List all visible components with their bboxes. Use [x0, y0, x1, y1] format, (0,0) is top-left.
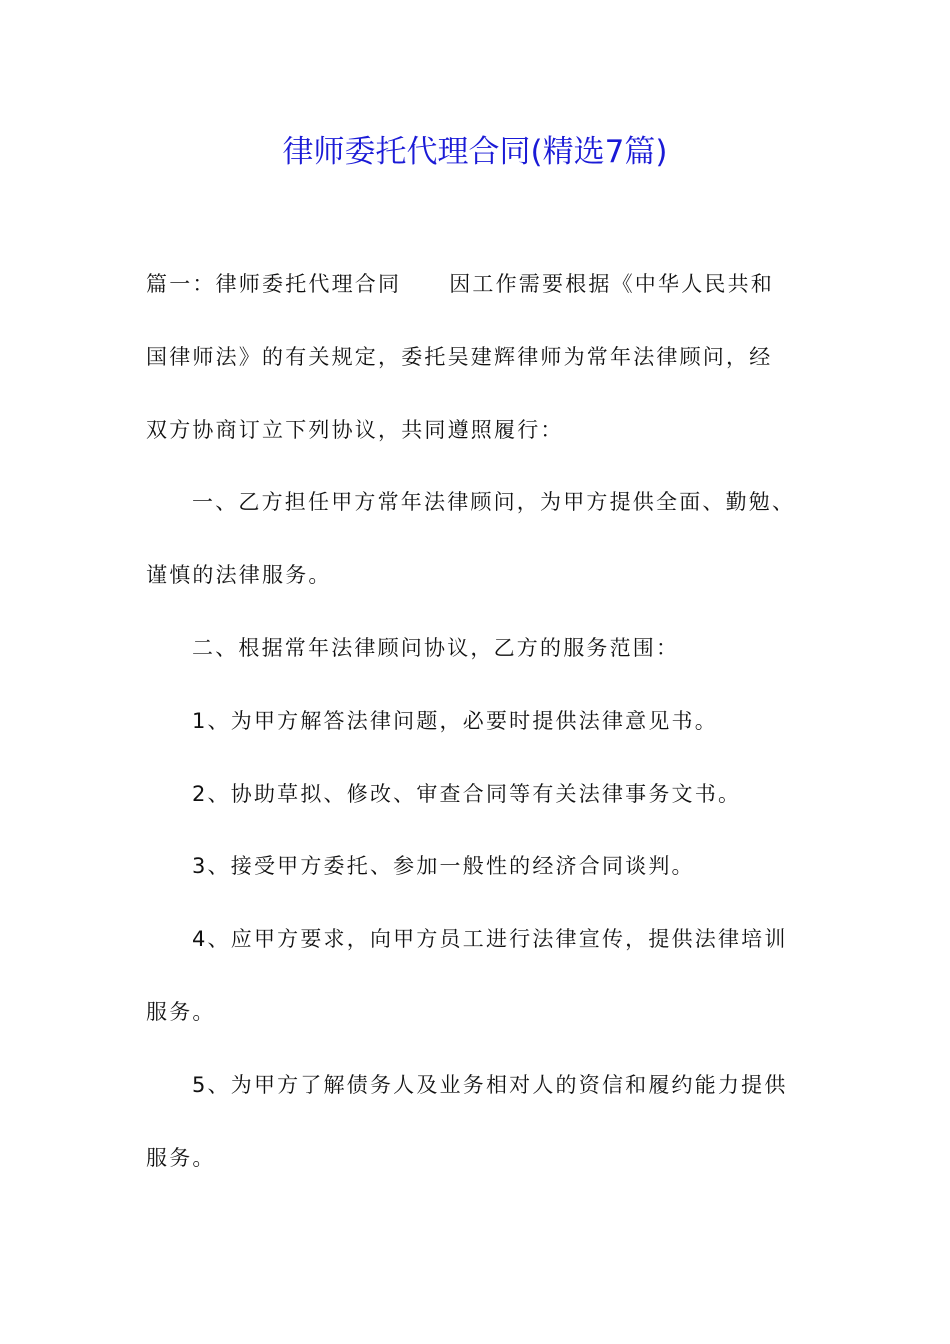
paragraph-line: 服务。 — [146, 999, 216, 1024]
paragraph-line — [146, 262, 810, 335]
paragraph-line: 5、为甲方了解债务人及业务相对人的资信和履约能力提供 — [192, 1072, 788, 1097]
paragraph-line: 谨慎的法律服务。 — [146, 563, 332, 588]
section-heading: 篇一：律师委托代理合同 — [146, 272, 402, 296]
paragraph-line: 1、为甲方解答法律问题，必要时提供法律意见书。 — [192, 708, 718, 733]
line-text: 因工作需要根据《中华人民共和 — [449, 272, 775, 296]
paragraph-line: 3、接受甲方委托、参加一般性的经济合同谈判。 — [192, 854, 695, 879]
document-title: 律师委托代理合同(精选7篇) — [282, 134, 668, 170]
paragraph-line: 一、乙方担任甲方常年法律顾问，为甲方提供全面、勤勉、 — [192, 490, 796, 515]
paragraph-line: 4、应甲方要求，向甲方员工进行法律宣传，提供法律培训 — [192, 927, 788, 952]
paragraph-line: 2、协助草拟、修改、审查合同等有关法律事务文书。 — [192, 781, 742, 806]
paragraph-line: 国律师法》的有关规定，委托吴建辉律师为常年法律顾问，经 — [146, 344, 773, 369]
document-body — [146, 262, 810, 1208]
paragraph-line: 服务。 — [146, 1145, 216, 1170]
paragraph-line: 二、根据常年法律顾问协议，乙方的服务范围： — [192, 635, 680, 660]
paragraph-line: 双方协商订立下列协议，共同遵照履行： — [146, 417, 564, 442]
